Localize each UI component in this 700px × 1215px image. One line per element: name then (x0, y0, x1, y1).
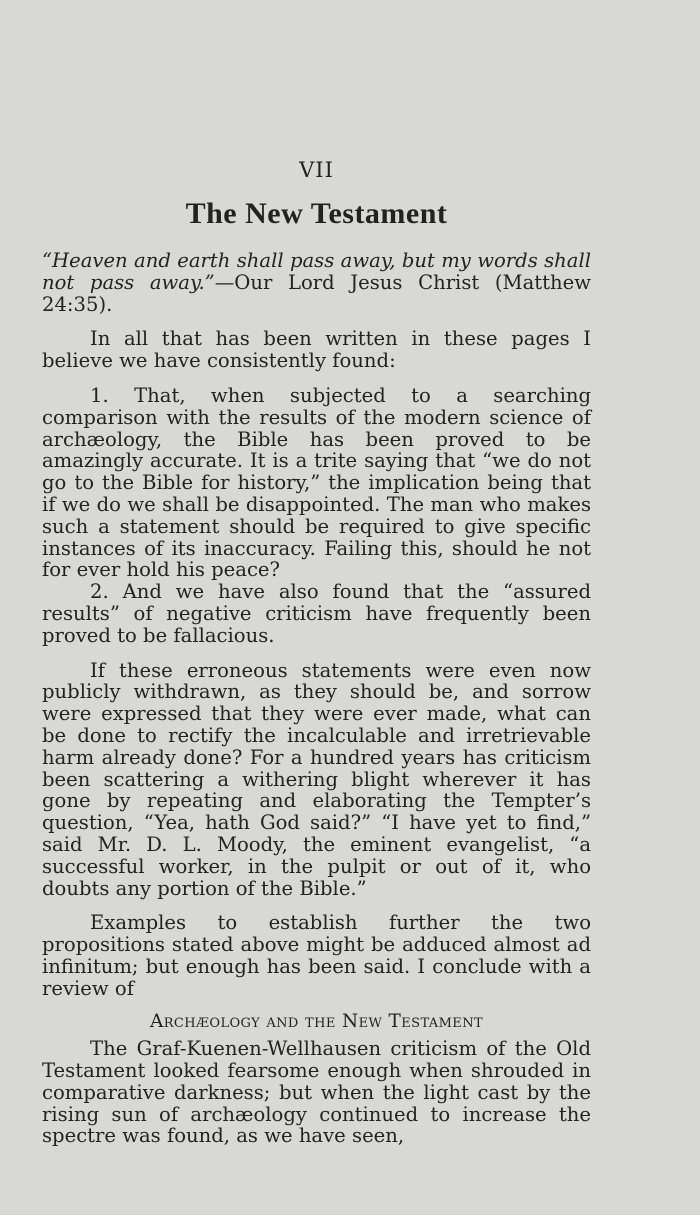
paragraph-point-two: 2. And we have also found that the “assured results” of negative criticism have frequently been proved to be fallacious. (42, 580, 591, 647)
paragraph-erroneous-statements: If these erroneous statements were even now publicly withdrawn, as they should be, and sorrow were expressed that they were ever made, what can be done to rectify the incalculable and irretrievable harm already done? For a hundred years has criticism been scattering a withering blight wherever it has gone by repeating and elaborating the Tempter’s question, “Yea, hath God said?” “I have yet to find,” said Mr. D. L. Moody, the eminent evangelist, “a successful worker, in the pulpit or out of it, who doubts any portion of the Bible.” (42, 658, 591, 900)
epigraph-attribution: —Our Lord Jesus Christ (Matthew 24:35). (42, 270, 591, 316)
paragraph-examples: Examples to establish further the two propositions stated above might be adduced almost ad infinitum; but enough has been said. I conclude with a review of (42, 911, 591, 1000)
epigraph-quote: “Heaven and earth shall pass away, but my words shall not pass away.” (42, 249, 591, 294)
section-heading: Archæology and the New Testament (149, 1010, 484, 1032)
paragraph-graf-kuenen: The Graf-Kuenen-Wellhausen criticism of the Old Testament looked fearsome enough when shrouded in comparative darkness; but when the light cast by the rising sun of archæology continued to increase the spectre was found, as we have seen, (42, 1037, 591, 1148)
body-text (42, 250, 591, 1147)
paragraph-intro: In all that has been written in these pages I believe we have consistently found: (42, 327, 591, 373)
chapter-title: The New Testament (185, 197, 448, 230)
chapter-number: VII (299, 158, 334, 182)
paragraph-point-one: 1. That, when subjected to a searching comparison with the results of the modern science of archæology, the Bible has been proved to be amazingly accurate. It is a trite saying that “we do not go to the Bible for history,” the implication being that if we do we shall be disappointed. The man who makes such a statement should be required to give specific instances of its inaccuracy. Failing this, should he not for ever hold his peace? (42, 383, 591, 582)
epigraph (42, 250, 591, 315)
